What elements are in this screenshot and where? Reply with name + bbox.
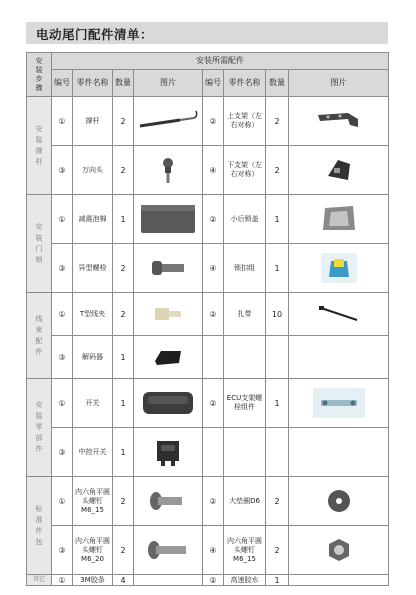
picture-header-left: 图片 bbox=[134, 70, 203, 97]
part-no: ③ bbox=[52, 146, 73, 195]
part-no: ③ bbox=[52, 526, 73, 575]
switch-icon bbox=[134, 379, 203, 428]
table-row bbox=[27, 293, 389, 336]
part-qty: 2 bbox=[113, 146, 134, 195]
part-qty: 1 bbox=[113, 195, 134, 244]
part-no: ③ bbox=[52, 336, 73, 379]
qty-header-left: 数量 bbox=[113, 70, 134, 97]
screw-short-icon bbox=[134, 477, 203, 526]
ecu-bracket-icon bbox=[289, 379, 389, 428]
table-row bbox=[27, 146, 389, 195]
part-qty: 1 bbox=[266, 379, 289, 428]
category-cell: 安装撑杆 bbox=[27, 97, 52, 195]
part-name: 小后锁盖 bbox=[224, 195, 266, 244]
part-qty: 2 bbox=[266, 477, 289, 526]
part-name: T型线夹 bbox=[73, 293, 113, 336]
part-name: 3M胶条 bbox=[73, 575, 113, 586]
washer-icon bbox=[289, 477, 389, 526]
part-no: ④ bbox=[203, 526, 224, 575]
part-no: ② bbox=[203, 97, 224, 146]
nut-icon bbox=[289, 526, 389, 575]
empty-cell bbox=[266, 428, 289, 477]
lock-cover-icon bbox=[289, 195, 389, 244]
part-name: 下支架（左右对称） bbox=[224, 146, 266, 195]
page-title: 电动尾门配件清单： bbox=[36, 27, 154, 42]
no-header-right: 编号 bbox=[203, 70, 224, 97]
part-name: 内六角平圆头螺钉M6_15 bbox=[224, 526, 266, 575]
empty-cell bbox=[289, 428, 389, 477]
part-name: 扎带 bbox=[224, 293, 266, 336]
part-qty: 10 bbox=[266, 293, 289, 336]
part-qty: 2 bbox=[266, 526, 289, 575]
part-name: 高速胶水 bbox=[224, 575, 266, 586]
cable-tie-icon bbox=[289, 293, 389, 336]
part-name: 内六角平圆头螺钉M6_15 bbox=[73, 477, 113, 526]
strut-icon bbox=[134, 97, 203, 146]
part-name: 异型螺栓 bbox=[73, 244, 113, 293]
part-no: ③ bbox=[52, 244, 73, 293]
empty-cell bbox=[203, 428, 224, 477]
title-bar bbox=[26, 22, 388, 44]
empty-cell bbox=[224, 336, 266, 379]
part-name: 万向头 bbox=[73, 146, 113, 195]
ball-joint-icon bbox=[134, 146, 203, 195]
part-qty: 4 bbox=[113, 575, 134, 586]
empty-picture-cell bbox=[134, 575, 203, 586]
part-no: ③ bbox=[52, 428, 73, 477]
part-name: 解码器 bbox=[73, 336, 113, 379]
part-name: 上支架（左右对称） bbox=[224, 97, 266, 146]
part-no: ① bbox=[52, 195, 73, 244]
picture-header-right: 图片 bbox=[289, 70, 389, 97]
category-cell: 其它 bbox=[27, 575, 52, 586]
part-no: ① bbox=[52, 575, 73, 586]
required-parts-header: 安装所需配件 bbox=[52, 53, 389, 70]
table-row bbox=[27, 526, 389, 575]
part-qty: 2 bbox=[266, 146, 289, 195]
part-no: ② bbox=[203, 575, 224, 586]
screw-long-icon bbox=[134, 526, 203, 575]
part-name: 减震泡棉 bbox=[73, 195, 113, 244]
table-row bbox=[27, 336, 389, 379]
foam-pad-icon bbox=[134, 195, 203, 244]
part-no: ② bbox=[203, 195, 224, 244]
table-row bbox=[27, 97, 389, 146]
part-no: ① bbox=[52, 97, 73, 146]
part-qty: 2 bbox=[113, 97, 134, 146]
name-header-left: 零件名称 bbox=[73, 70, 113, 97]
part-no: ④ bbox=[203, 244, 224, 293]
part-qty: 1 bbox=[266, 195, 289, 244]
part-name: 撑杆 bbox=[73, 97, 113, 146]
empty-cell bbox=[266, 336, 289, 379]
name-header-right: 零件名称 bbox=[224, 70, 266, 97]
no-header-left: 编号 bbox=[52, 70, 73, 97]
latch-set-icon bbox=[289, 244, 389, 293]
part-no: ④ bbox=[203, 146, 224, 195]
part-no: ① bbox=[52, 477, 73, 526]
part-qty: 1 bbox=[113, 379, 134, 428]
table-row bbox=[27, 575, 389, 586]
empty-cell bbox=[289, 336, 389, 379]
part-no: ② bbox=[203, 379, 224, 428]
part-name: 锁扣组 bbox=[224, 244, 266, 293]
part-name: 开关 bbox=[73, 379, 113, 428]
empty-picture-cell bbox=[289, 575, 389, 586]
upper-bracket-icon bbox=[289, 97, 389, 146]
part-name: 大垫圈D6 bbox=[224, 477, 266, 526]
category-cell: 安装门锁 bbox=[27, 195, 52, 293]
part-no: ② bbox=[203, 477, 224, 526]
part-name: 内六角平圆头螺钉M6_20 bbox=[73, 526, 113, 575]
special-bolt-icon bbox=[134, 244, 203, 293]
part-name: ECU支架螺栓组件 bbox=[224, 379, 266, 428]
empty-cell bbox=[203, 336, 224, 379]
part-qty: 1 bbox=[113, 336, 134, 379]
part-qty: 2 bbox=[113, 293, 134, 336]
part-qty: 2 bbox=[113, 244, 134, 293]
category-cell: 标准件包 bbox=[27, 477, 52, 575]
table-row bbox=[27, 477, 389, 526]
qty-header-right: 数量 bbox=[266, 70, 289, 97]
part-qty: 2 bbox=[266, 97, 289, 146]
part-qty: 1 bbox=[266, 575, 289, 586]
part-qty: 1 bbox=[266, 244, 289, 293]
central-switch-icon bbox=[134, 428, 203, 477]
part-no: ① bbox=[52, 379, 73, 428]
part-name: 中控开关 bbox=[73, 428, 113, 477]
parts-table bbox=[26, 52, 389, 586]
category-cell: 安装零部件 bbox=[27, 379, 52, 477]
install-step-header: 安装步骤 bbox=[27, 53, 52, 97]
category-cell: 线束配件 bbox=[27, 293, 52, 379]
decoder-icon bbox=[134, 336, 203, 379]
table-row bbox=[27, 379, 389, 428]
lower-bracket-icon bbox=[289, 146, 389, 195]
empty-cell bbox=[224, 428, 266, 477]
part-no: ① bbox=[52, 293, 73, 336]
table-row bbox=[27, 244, 389, 293]
table-row bbox=[27, 195, 389, 244]
t-clip-icon bbox=[134, 293, 203, 336]
part-qty: 1 bbox=[113, 428, 134, 477]
table-row bbox=[27, 428, 389, 477]
part-qty: 2 bbox=[113, 477, 134, 526]
part-no: ② bbox=[203, 293, 224, 336]
part-qty: 2 bbox=[113, 526, 134, 575]
